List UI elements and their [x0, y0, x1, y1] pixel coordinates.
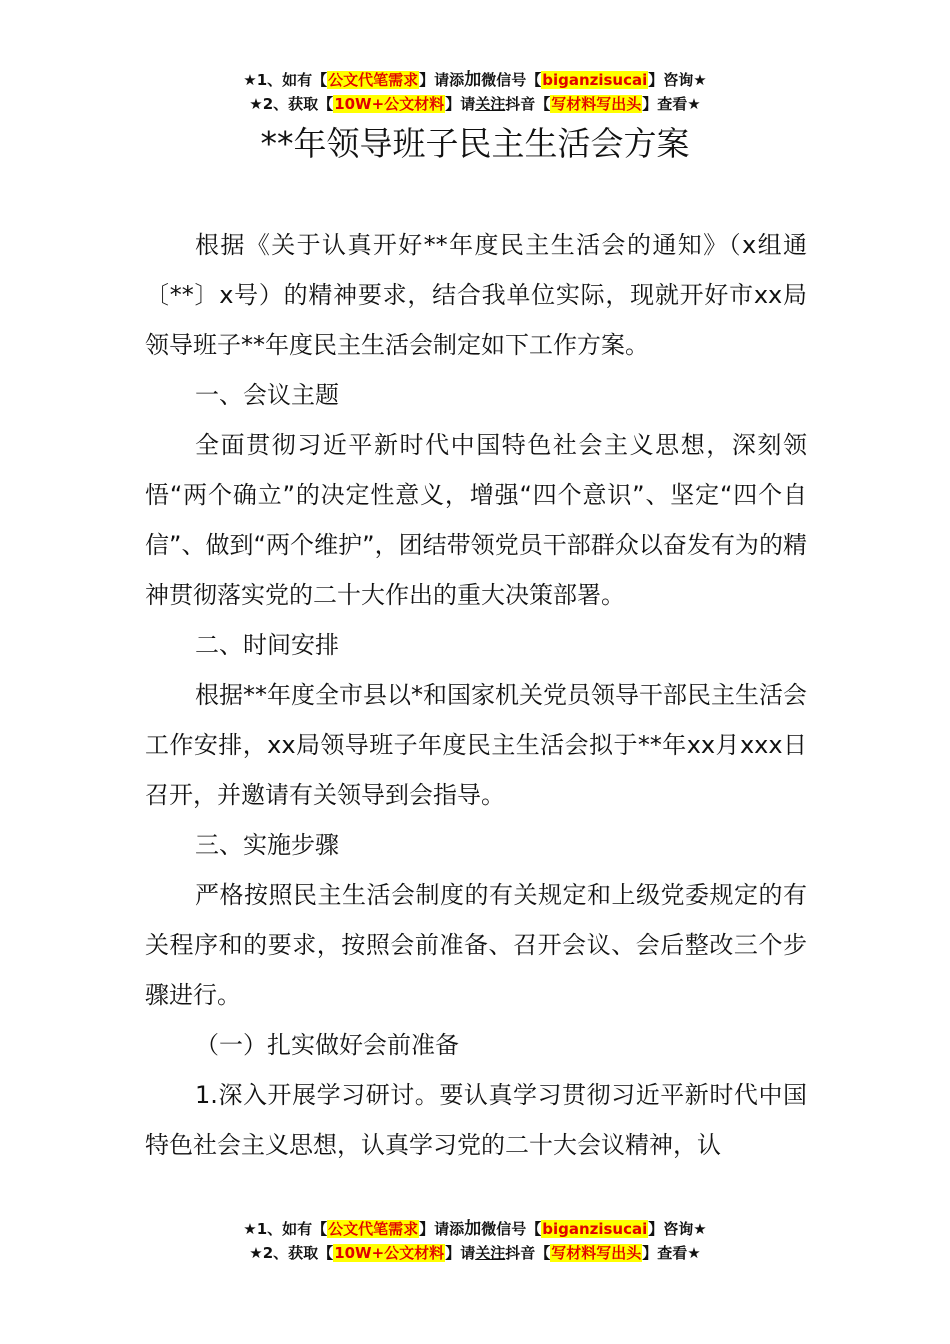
heading-meeting-theme: 一、会议主题 — [195, 381, 339, 409]
document-body — [145, 220, 807, 1170]
heading-steps: 三、实施步骤 — [195, 831, 339, 859]
banner-text: 加 — [464, 1219, 482, 1239]
banner-text: 抖音【 — [505, 95, 551, 113]
banner-text: 关注 — [475, 95, 506, 113]
banner-text: 】查看★ — [642, 1244, 701, 1262]
paragraph-intro: 根据《关于认真开好**年度民主生活会的通知》（x组通〔**〕x号）的精神要求，结合我单位实际，现就开好市xx局领导班子**年度民主生活会制定如下工作方案。 — [145, 231, 807, 359]
banner-text: 微信号【 — [481, 1220, 542, 1238]
highlight-service: 公文代笔需求 — [328, 1220, 419, 1238]
footer-banner — [0, 1217, 950, 1265]
banner-text: 】咨询★ — [648, 71, 707, 89]
banner-text: 关注 — [475, 1244, 506, 1262]
banner-text: ★2、获取【 — [249, 95, 334, 113]
paragraph-study: 1.深入开展学习研讨。要认真学习贯彻习近平新时代中国特色社会主义思想，认真学习党的二十大会议精神，认 — [145, 1081, 807, 1159]
highlight-wechat-id: biganzisucai — [542, 71, 648, 89]
banner-text: 加 — [464, 70, 482, 90]
header-banner — [0, 68, 950, 116]
highlight-douyin: 写材料写出头 — [551, 95, 642, 113]
banner-text: 】咨询★ — [648, 1220, 707, 1238]
banner-text: ★1、如有【 — [243, 71, 328, 89]
banner-text: ★1、如有【 — [243, 1220, 328, 1238]
highlight-materials: 10W+公文材料 — [334, 1244, 445, 1262]
document-title: **年领导班子民主生活会方案 — [260, 124, 690, 163]
paragraph-schedule: 根据**年度全市县以*和国家机关党员领导干部民主生活会工作安排，xx局领导班子年度民主生活会拟于**年xx月xxx日召开，并邀请有关领导到会指导。 — [145, 681, 807, 809]
banner-line-2 — [0, 1241, 950, 1265]
banner-line-1 — [0, 1217, 950, 1241]
banner-line-1 — [0, 68, 950, 92]
highlight-douyin: 写材料写出头 — [551, 1244, 642, 1262]
highlight-materials: 10W+公文材料 — [334, 95, 445, 113]
banner-text: ★2、获取【 — [249, 1244, 334, 1262]
banner-line-2 — [0, 92, 950, 116]
heading-schedule: 二、时间安排 — [195, 631, 339, 659]
banner-text: 】请添 — [419, 1220, 465, 1238]
highlight-service: 公文代笔需求 — [328, 71, 419, 89]
paragraph-theme: 全面贯彻习近平新时代中国特色社会主义思想，深刻领悟“两个确立”的决定性意义，增强“四个意识”、坚定“四个自信”、做到“两个维护”，团结带领党员干部群众以奋发有为的精神贯彻落实党的二十大作出的重大决策部署。 — [145, 431, 807, 609]
highlight-wechat-id: biganzisucai — [542, 1220, 648, 1238]
banner-text: 】请添 — [419, 71, 465, 89]
paragraph-steps: 严格按照民主生活会制度的有关规定和上级党委规定的有关程序和的要求，按照会前准备、召开会议、会后整改三个步骤进行。 — [145, 881, 807, 1009]
subheading-preparation: （一）扎实做好会前准备 — [195, 1031, 459, 1059]
banner-text: 】请 — [445, 95, 476, 113]
banner-text: 】请 — [445, 1244, 476, 1262]
banner-text: 】查看★ — [642, 95, 701, 113]
banner-text: 抖音【 — [505, 1244, 551, 1262]
banner-text: 微信号【 — [481, 71, 542, 89]
